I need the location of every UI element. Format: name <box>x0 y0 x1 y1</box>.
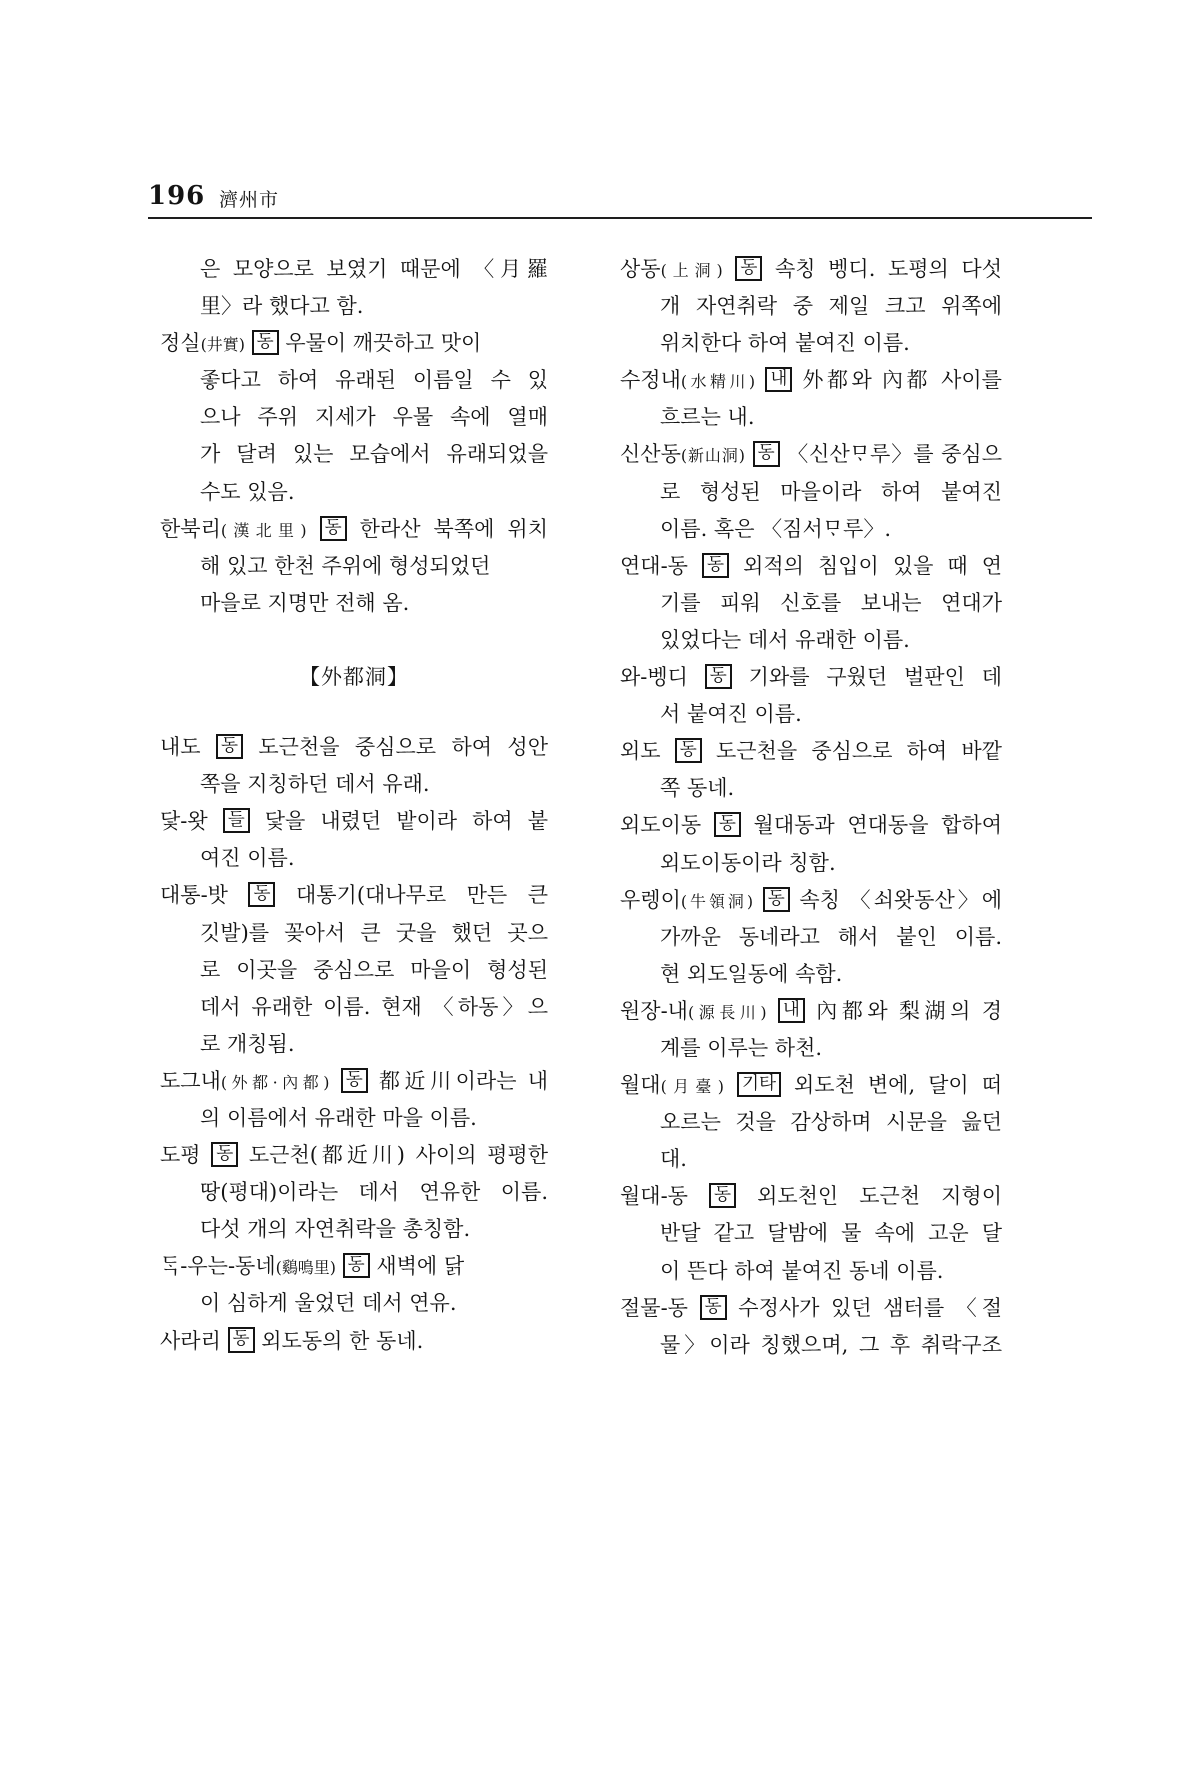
dictionary-entry <box>160 1137 548 1248</box>
entry-line <box>620 622 1002 659</box>
entry-line <box>160 362 548 399</box>
entry-term: 닻-왓 <box>160 809 208 834</box>
entry-line-content <box>200 1180 548 1204</box>
entry-text: 대. <box>660 1147 687 1172</box>
entry-text: 內都와 梨湖의 경 <box>816 998 1002 1023</box>
entry-term-hanja: (外都·內都) <box>220 1072 330 1092</box>
dictionary-entry <box>620 1067 1002 1178</box>
category-tag: 들 <box>223 808 250 833</box>
category-tag: 동 <box>320 516 347 541</box>
page-header <box>0 0 1193 230</box>
dictionary-entry <box>160 729 548 803</box>
dictionary-entry <box>620 1290 1002 1364</box>
entry-line <box>160 585 548 622</box>
entry-line <box>620 288 1002 325</box>
entry-term: 대통-밧 <box>160 883 228 908</box>
dictionary-entry <box>160 1063 548 1137</box>
entry-line <box>160 511 548 548</box>
entry-line-content <box>660 776 734 800</box>
entry-line-content <box>620 1184 1002 1208</box>
entry-line-content <box>660 851 836 875</box>
entry-line <box>620 882 1002 919</box>
entry-line-content <box>200 294 363 318</box>
right-column <box>620 251 1002 1364</box>
entry-text: 마을로 지명만 전해 옴. <box>200 590 410 615</box>
entry-line <box>160 1026 548 1063</box>
entry-text: 계를 이루는 하천. <box>660 1035 823 1060</box>
dictionary-entry <box>620 362 1002 436</box>
entry-text: 外都와 內都 사이를 <box>802 368 1002 393</box>
entry-line-content <box>200 995 548 1019</box>
entry-text: 도근천을 중심으로 하여 바깥 <box>715 739 1002 764</box>
category-tag: 동 <box>714 812 741 837</box>
entry-text: 으나 주위 지세가 우물 속에 열매 <box>200 405 548 430</box>
entry-line <box>160 915 548 952</box>
entry-text: 이 심하게 울었던 데서 연유. <box>200 1291 457 1316</box>
entry-line-content <box>620 1073 1002 1097</box>
entry-line <box>160 436 548 473</box>
entry-line <box>160 1285 548 1322</box>
entry-text: 새벽에 닭 <box>376 1254 465 1279</box>
entry-line-content <box>660 1036 822 1060</box>
category-tag: 내 <box>778 998 805 1023</box>
category-tag: 동 <box>702 553 729 578</box>
entry-line <box>620 474 1002 511</box>
entry-text: 물〉이라 칭했으며, 그 후 취락구조 <box>660 1332 1002 1357</box>
entry-line <box>160 1323 548 1360</box>
entry-line-content <box>620 665 1002 689</box>
entry-line-content <box>660 628 910 652</box>
entry-text: 서 붙여진 이름. <box>660 702 802 727</box>
entry-line <box>620 919 1002 956</box>
entry-text: 다섯 개의 자연취락을 총칭함. <box>200 1217 471 1242</box>
entry-text: 외도천 변에, 달이 떠 <box>794 1073 1002 1098</box>
page-number: 196 <box>148 181 206 211</box>
dictionary-entry <box>620 993 1002 1067</box>
entry-term: 우렝이 <box>620 887 681 912</box>
entry-line <box>620 1178 1002 1215</box>
entry-text: 외도천인 도근천 지형이 <box>757 1184 1002 1209</box>
entry-line <box>620 399 1002 436</box>
entry-line <box>620 1215 1002 1252</box>
entry-term: 도그내 <box>160 1068 221 1093</box>
entry-text: 수정사가 있던 샘터를 〈절 <box>738 1295 1002 1320</box>
category-tag: 동 <box>216 734 243 759</box>
category-tag: 동 <box>675 738 702 763</box>
entry-line-content <box>200 591 409 615</box>
entry-text: 〈신산ᄆᆞ루〉를 중심으 <box>787 442 1002 467</box>
entry-term: 상동 <box>620 257 661 281</box>
entry-line-content <box>620 442 1002 466</box>
entry-line <box>620 511 1002 548</box>
entry-line <box>620 770 1002 807</box>
entry-term: 외도이동 <box>620 813 702 838</box>
entry-text: 도근천을 중심으로 하여 성안 <box>258 735 548 760</box>
entry-text: 가까운 동네라고 해서 붙인 이름. <box>660 924 1002 949</box>
entry-line <box>160 399 548 436</box>
entry-term: 도평 <box>160 1143 201 1168</box>
entry-term: 한북리 <box>160 516 221 541</box>
entry-text: 은 모양으로 보였기 때문에 〈月羅 <box>200 257 548 281</box>
category-tag: 동 <box>248 882 275 907</box>
entry-term: 신산동 <box>620 442 681 467</box>
entry-line <box>160 1063 548 1100</box>
entry-text: 한라산 북쪽에 위치 <box>359 516 548 541</box>
entry-text: 해 있고 한천 주위에 형성되었던 <box>200 553 491 578</box>
entry-line-content <box>200 480 295 504</box>
entry-line-content <box>200 368 548 392</box>
dictionary-entry <box>160 1248 548 1322</box>
left-column <box>160 251 548 1360</box>
entry-line <box>620 585 1002 622</box>
dictionary-entry <box>160 1323 548 1360</box>
entry-term: 외도 <box>620 739 661 764</box>
entry-line-content <box>660 591 1002 615</box>
entry-line-content <box>660 331 910 355</box>
entry-line <box>620 251 1002 288</box>
entry-list <box>620 251 1002 1364</box>
entry-list <box>160 251 548 622</box>
entry-text: 오르는 것을 감상하며 시문을 읊던 <box>660 1110 1002 1135</box>
entry-line <box>620 845 1002 882</box>
entry-line <box>160 952 548 989</box>
entry-line-content <box>660 480 1002 504</box>
entry-term: 월대-동 <box>620 1184 688 1209</box>
entry-term-hanja: (井實) <box>200 335 245 355</box>
entry-line-content <box>160 809 548 833</box>
entry-line <box>620 993 1002 1030</box>
entry-line <box>620 1030 1002 1067</box>
entry-term: 원장-내 <box>620 998 688 1023</box>
entry-text: 외적의 침입이 있을 때 연 <box>743 553 1002 578</box>
category-tag: 동 <box>705 664 732 689</box>
entry-line-content <box>620 1296 1002 1320</box>
entry-text: 여진 이름. <box>200 846 295 871</box>
entry-line-content <box>160 735 548 759</box>
entry-line <box>160 1174 548 1211</box>
entry-line-content <box>160 1329 423 1353</box>
entry-term: 연대-동 <box>620 553 688 578</box>
entry-text: 로 형성된 마을이라 하여 붙여진 <box>660 479 1002 504</box>
entry-text: 좋다고 하여 유래된 이름일 수 있 <box>200 368 548 393</box>
dictionary-entry <box>160 325 548 510</box>
running-title: 濟州市 <box>219 189 280 211</box>
entry-line <box>160 474 548 511</box>
entry-line-content <box>200 1217 470 1241</box>
entry-line-content <box>160 1143 548 1167</box>
dictionary-entry <box>620 882 1002 993</box>
entry-line <box>620 1327 1002 1364</box>
entry-list <box>160 729 548 1360</box>
entry-line <box>160 325 548 362</box>
entry-term: 사라리 <box>160 1328 221 1353</box>
entry-line-content <box>200 257 548 281</box>
dictionary-entry <box>160 251 548 325</box>
entry-text: 현 외도일동에 속함. <box>660 961 843 986</box>
entry-term: 와-벵디 <box>620 665 688 690</box>
entry-text: 속칭 벵디. 도평의 다섯 <box>774 257 1002 281</box>
entry-term: 월대 <box>620 1073 661 1098</box>
entry-term: 절물-동 <box>620 1295 688 1320</box>
category-tag: 동 <box>228 1327 255 1352</box>
entry-line <box>620 436 1002 473</box>
entry-text: 기와를 구웠던 벌판인 데 <box>748 665 1002 690</box>
entry-text: 월대동과 연대동을 합하여 <box>753 813 1002 838</box>
entry-term: 정실 <box>160 331 201 356</box>
category-tag: 동 <box>343 1253 370 1278</box>
entry-line <box>160 803 548 840</box>
entry-line-content <box>200 1106 477 1130</box>
entry-text: 우물이 깨끗하고 맛이 <box>285 331 482 356</box>
entry-line <box>620 325 1002 362</box>
entry-term: ᄃᆞᆨ-우는-동네 <box>160 1254 276 1279</box>
entry-term: 수정내 <box>620 368 681 393</box>
entry-text: 흐르는 내. <box>660 405 755 430</box>
entry-line <box>620 1141 1002 1178</box>
entry-line-content <box>200 442 548 466</box>
entry-text: 로 이곳을 중심으로 마을이 형성된 <box>200 957 548 982</box>
entry-line-content <box>200 958 548 982</box>
entry-text: 외도이동이라 칭함. <box>660 850 836 875</box>
dictionary-entry <box>160 803 548 877</box>
category-tag: 내 <box>765 367 792 392</box>
entry-text: 도근천(都近川) 사이의 평평한 <box>248 1143 548 1168</box>
entry-line-content <box>160 331 481 355</box>
entry-line <box>620 696 1002 733</box>
entry-term-hanja: (新山洞) <box>680 446 745 466</box>
entry-line-content <box>160 517 548 541</box>
dictionary-entry <box>620 548 1002 659</box>
entry-term-hanja: (水精川) <box>680 372 756 392</box>
entry-text: 데서 유래한 이름. 현재 〈하동〉으 <box>200 994 548 1019</box>
entry-line <box>620 362 1002 399</box>
category-tag: 동 <box>763 887 790 912</box>
entry-line-content <box>660 962 842 986</box>
dictionary-entry <box>620 807 1002 881</box>
entry-line <box>160 548 548 585</box>
entry-line <box>620 548 1002 585</box>
entry-text: 반달 같고 달밤에 물 속에 고운 달 <box>660 1221 1002 1246</box>
entry-text: 위치한다 하여 붙여진 이름. <box>660 331 910 356</box>
dictionary-entry <box>620 659 1002 733</box>
entry-text: 쪽 동네. <box>660 776 735 801</box>
entry-term: 내도 <box>160 735 201 760</box>
entry-line-content <box>200 405 548 429</box>
entry-text: 都近川이라는 내 <box>378 1068 548 1093</box>
entry-line <box>620 733 1002 770</box>
entry-line-content <box>660 1259 943 1283</box>
dictionary-entry <box>620 733 1002 807</box>
entry-text: 里〉라 했다고 함. <box>200 294 364 319</box>
entry-line-content <box>660 1110 1002 1134</box>
dictionary-entry <box>160 511 548 622</box>
entry-line <box>160 766 548 803</box>
entry-text: 땅(평대)이라는 데서 연유한 이름. <box>200 1180 548 1205</box>
entry-line-content <box>660 702 802 726</box>
category-tag: 동 <box>753 441 780 466</box>
entry-line-content <box>660 925 1002 949</box>
entry-line <box>160 877 548 914</box>
entry-line <box>160 288 548 325</box>
entry-line-content <box>620 999 1002 1023</box>
category-tag: 기타 <box>737 1072 781 1097</box>
entry-line-content <box>620 813 1002 837</box>
entry-line-content <box>200 921 548 945</box>
entry-line <box>620 1067 1002 1104</box>
entry-term-hanja: (牛領洞) <box>680 891 754 911</box>
entry-text: 이 뜬다 하여 붙여진 동네 이름. <box>660 1258 944 1283</box>
section-heading: 【外都洞】 <box>299 664 409 689</box>
entry-text: 대통기(대나무로 만든 큰 <box>295 883 548 908</box>
entry-line-content <box>620 888 1002 912</box>
category-tag: 동 <box>709 1183 736 1208</box>
entry-line <box>620 1290 1002 1327</box>
entry-text: 수도 있음. <box>200 479 295 504</box>
entry-line-content <box>620 257 1002 281</box>
entry-text: 개 자연취락 중 제일 크고 위쪽에 <box>660 294 1002 319</box>
entry-text: 닻을 내렸던 밭이라 하여 붙 <box>264 809 548 834</box>
entry-line-content <box>660 1333 1002 1357</box>
dictionary-entry <box>620 436 1002 547</box>
dictionary-entry <box>620 1178 1002 1289</box>
entry-line-content <box>620 554 1002 578</box>
entry-line-content <box>660 1221 1002 1245</box>
header-rule <box>148 217 1092 219</box>
entry-line-content <box>160 883 548 907</box>
entry-term-hanja: (鷄鳴里) <box>275 1258 336 1278</box>
dictionary-entry <box>620 251 1002 362</box>
entry-term-hanja: (上洞) <box>660 261 723 280</box>
category-tag: 동 <box>341 1068 368 1093</box>
entry-line-content <box>620 368 1002 392</box>
entry-line-content <box>200 554 490 578</box>
entry-line <box>620 1104 1002 1141</box>
entry-line <box>160 1100 548 1137</box>
entry-line-content <box>660 405 755 429</box>
entry-line <box>160 251 548 288</box>
entry-line-content <box>160 1069 548 1093</box>
entry-line-content <box>200 772 430 796</box>
entry-term-hanja: (漢北里) <box>220 520 307 540</box>
entry-line <box>620 956 1002 993</box>
entry-line <box>620 1253 1002 1290</box>
entry-line <box>160 989 548 1026</box>
entry-text: 기를 피워 신호를 보내는 연대가 <box>660 590 1002 615</box>
entry-text: 있었다는 데서 유래한 이름. <box>660 627 910 652</box>
entry-line-content <box>160 1254 464 1278</box>
entry-text: 로 개칭됨. <box>200 1031 295 1056</box>
entry-text: 외도동의 한 동네. <box>261 1328 424 1353</box>
entry-line <box>160 1211 548 1248</box>
entry-line-content <box>200 1032 295 1056</box>
entry-line-content <box>660 1147 687 1171</box>
entry-line-content <box>200 1291 457 1315</box>
entry-text: 가 달려 있는 모습에서 유래되었을 <box>200 442 548 467</box>
dictionary-entry <box>160 877 548 1062</box>
entry-line <box>160 729 548 766</box>
entry-line <box>620 807 1002 844</box>
entry-line-content <box>660 517 891 541</box>
entry-text: 속칭 〈쇠왓동산〉에 <box>799 887 1002 912</box>
entry-text: 이름. 혹은 〈짐서ᄆᆞ루〉. <box>660 516 891 541</box>
entry-text: 깃발)를 꽂아서 큰 굿을 했던 곳으 <box>200 920 548 945</box>
entry-text: 의 이름에서 유래한 마을 이름. <box>200 1105 477 1130</box>
entry-term-hanja: (源長川) <box>687 1002 767 1022</box>
entry-line-content <box>660 294 1002 318</box>
entry-line <box>620 659 1002 696</box>
category-tag: 동 <box>252 330 279 355</box>
entry-line <box>160 1248 548 1285</box>
entry-term-hanja: (月臺) <box>660 1077 724 1097</box>
entry-line-content <box>620 739 1002 763</box>
category-tag: 동 <box>735 256 762 281</box>
entry-text: 쪽을 지칭하던 데서 유래. <box>200 772 430 797</box>
category-tag: 동 <box>211 1142 238 1167</box>
entry-line <box>160 1137 548 1174</box>
entry-line <box>160 840 548 877</box>
entry-line-content <box>200 846 295 870</box>
category-tag: 동 <box>700 1295 727 1320</box>
